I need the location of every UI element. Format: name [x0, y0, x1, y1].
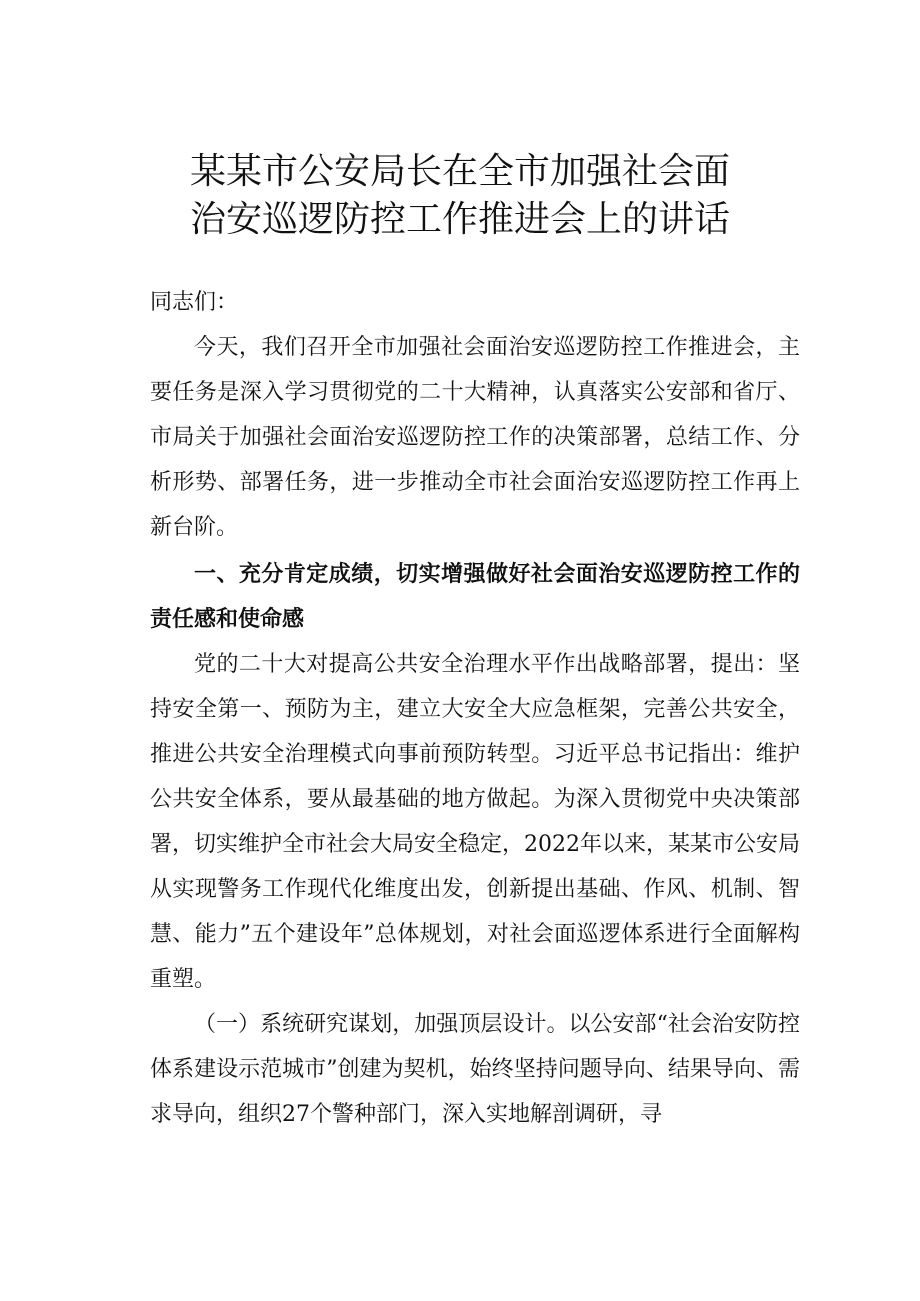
- title-line-2: 治安巡逻防控工作推进会上的讲话: [189, 199, 730, 240]
- document-title: [0, 148, 920, 244]
- salutation: 同志们：: [150, 290, 239, 315]
- paragraph-intro: 今天，我们召开全市加强社会面治安巡逻防控工作推进会，主要任务是深入学习贯彻党的二十大精神，认真落实公安部和省厅、市局关于加强社会面治安巡逻防控工作的决策部署，总结工作、分析形势、部署任务，进一步推动全市社会面治安巡逻防控工作再上新台阶。: [150, 335, 800, 540]
- section-heading-1: 一、充分肯定成绩，切实增强做好社会面治安巡逻防控工作的责任感和使命感: [150, 562, 800, 632]
- title-line-1: 某某市公安局长在全市加强社会面: [189, 151, 730, 192]
- paragraph-section-1: 党的二十大对提高公共安全治理水平作出战略部署，提出：坚持安全第一、预防为主，建立大安全大应急框架，完善公共安全，推进公共安全治理模式向事前预防转型。习近平总书记指出：维护公共安全体系，要从最基础的地方做起。为深入贯彻党中央决策部署，切实维护全市社会大局安全稳定，2022年以来，某某市公安局从实现警务工作现代化维度出发，创新提出基础、作风、机制、智慧、能力”五个建设年”总体规划，对社会面巡逻体系进行全面解构重塑。: [150, 652, 800, 992]
- document-body: [150, 280, 800, 1137]
- paragraph-subsection-1: （一）系统研究谋划，加强顶层设计。以公安部“社会治安防控体系建设示范城市”创建为契机，始终坚持问题导向、结果导向、需求导向，组织27个警种部门，深入实地解剖调研，寻: [150, 1012, 800, 1127]
